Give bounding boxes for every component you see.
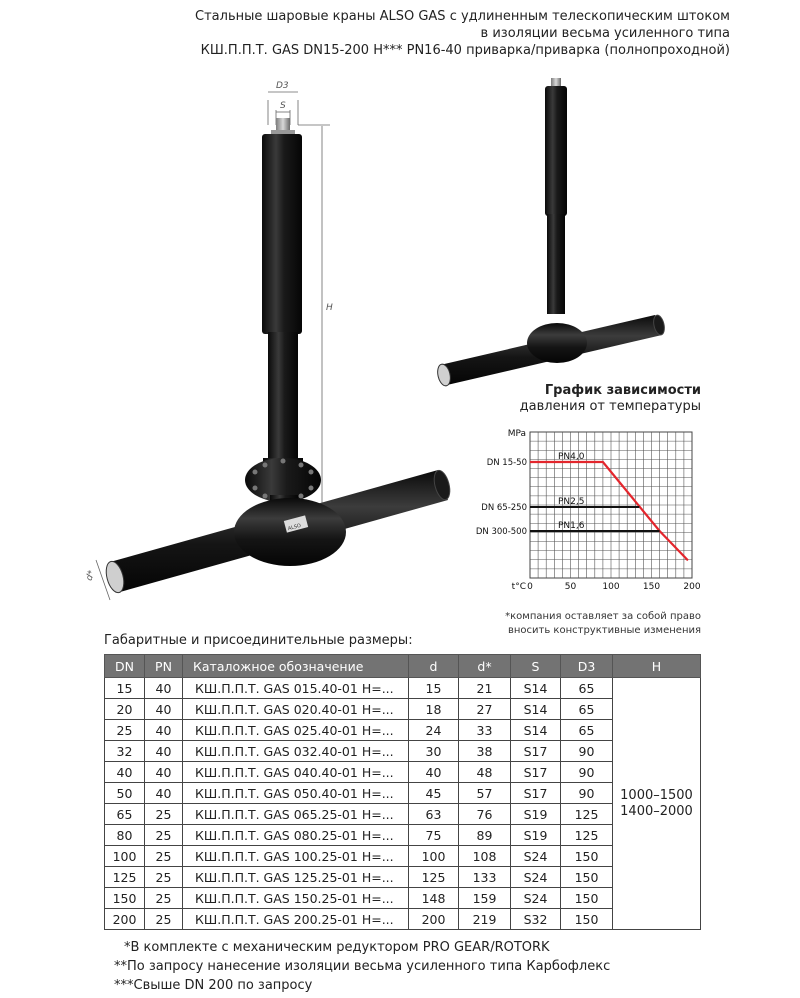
table-cell: 40 <box>145 678 183 699</box>
footnote-3: ***Свыше DN 200 по запросу <box>114 978 313 993</box>
table-cell: 15 <box>409 678 459 699</box>
x-tick-label: 0 <box>527 582 533 592</box>
stem-tip <box>276 118 290 132</box>
table-cell: КШ.П.П.Т. GAS 025.40-01 H=... <box>183 720 409 741</box>
table-row <box>105 783 701 804</box>
table-row <box>105 846 701 867</box>
table-cell: 33 <box>459 720 511 741</box>
series-line <box>530 462 688 560</box>
table-header-row <box>105 655 701 678</box>
table-header-cell: DN <box>105 655 145 678</box>
table-cell: 76 <box>459 804 511 825</box>
table-cell: 25 <box>145 804 183 825</box>
table-cell: 63 <box>409 804 459 825</box>
series-label: PN4,0 <box>558 452 585 462</box>
y-level-label: DN 65-250 <box>481 503 527 513</box>
chart-note-line-2: вносить конструктивные изменения <box>507 625 701 636</box>
header-line-3: КШ.П.П.Т. GAS DN15-200 H*** PN16-40 приварка/приварка (полнопроходной) <box>200 43 730 58</box>
series-label: PN1,6 <box>558 521 585 531</box>
x-unit-label: t°C <box>511 582 526 592</box>
y-level-label: DN 300-500 <box>475 527 527 537</box>
table-cell: 65 <box>561 678 613 699</box>
table-cell: КШ.П.П.Т. GAS 100.25-01 H=... <box>183 846 409 867</box>
table-header-cell: PN <box>145 655 183 678</box>
footnote-1: *В комплекте с механическим редуктором PRO GEAR/ROTORK <box>124 940 550 955</box>
table-header-cell: d* <box>459 655 511 678</box>
table-cell: S19 <box>511 825 561 846</box>
lower-stem <box>268 332 298 462</box>
dim-s-label: S <box>280 101 286 111</box>
table-row <box>105 678 701 699</box>
footnote-2: **По запросу нанесение изоляции весьма усиленного типа Карбофлекс <box>114 959 611 974</box>
x-tick-label: 200 <box>683 582 701 592</box>
table-cell: 25 <box>145 867 183 888</box>
chart-title-line-2: давления от температуры <box>519 399 701 414</box>
table-header-cell: H <box>613 655 701 678</box>
table-row <box>105 825 701 846</box>
table-cell: КШ.П.П.Т. GAS 125.25-01 H=... <box>183 867 409 888</box>
table-title: Габаритные и присоединительные размеры: <box>104 633 413 648</box>
table-cell: S17 <box>511 741 561 762</box>
table-cell: 125 <box>409 867 459 888</box>
table-cell: 25 <box>105 720 145 741</box>
table-cell: 24 <box>409 720 459 741</box>
table-cell: 80 <box>105 825 145 846</box>
table-cell: S24 <box>511 867 561 888</box>
h-range-value: 1400–2000 <box>620 803 693 819</box>
table-header-cell: Каталожное обозначение <box>183 655 409 678</box>
table-cell: 133 <box>459 867 511 888</box>
table-row <box>105 888 701 909</box>
valve-main-drawing <box>0 70 470 630</box>
table-cell: 219 <box>459 909 511 930</box>
valve-small-drawing <box>430 70 690 400</box>
y-level-label: DN 15-50 <box>486 458 527 468</box>
table-cell: 40 <box>145 762 183 783</box>
x-tick-label: 150 <box>642 582 661 592</box>
table-cell: 125 <box>105 867 145 888</box>
table-cell: S24 <box>511 846 561 867</box>
table-cell: S19 <box>511 804 561 825</box>
dimensions-table <box>104 654 701 930</box>
table-row <box>105 720 701 741</box>
x-tick-label: 50 <box>564 582 577 592</box>
table-row <box>105 909 701 930</box>
x-tick-label: 100 <box>602 582 620 592</box>
table-cell: 38 <box>459 741 511 762</box>
table-cell: 15 <box>105 678 145 699</box>
table-cell: КШ.П.П.Т. GAS 200.25-01 H=... <box>183 909 409 930</box>
pressure-temperature-chart <box>470 420 710 600</box>
h-range-value: 1000–1500 <box>620 787 693 803</box>
table-cell: S14 <box>511 699 561 720</box>
table-cell: 65 <box>105 804 145 825</box>
table-cell: 40 <box>145 783 183 804</box>
table-cell: 200 <box>105 909 145 930</box>
upper-casing <box>262 134 302 334</box>
table-cell: 27 <box>459 699 511 720</box>
table-cell: 90 <box>561 741 613 762</box>
table-cell: 125 <box>561 804 613 825</box>
table-row <box>105 804 701 825</box>
table-cell: S14 <box>511 720 561 741</box>
table-cell: 65 <box>561 720 613 741</box>
table-cell: S17 <box>511 783 561 804</box>
chart-grid <box>530 432 692 578</box>
table-cell: 40 <box>409 762 459 783</box>
table-header-cell: D3 <box>561 655 613 678</box>
table-cell: 125 <box>561 825 613 846</box>
table-cell: КШ.П.П.Т. GAS 015.40-01 H=... <box>183 678 409 699</box>
table-cell: 65 <box>561 699 613 720</box>
table-cell: КШ.П.П.Т. GAS 040.40-01 H=... <box>183 762 409 783</box>
y-unit-label: MPa <box>507 429 526 439</box>
table-cell: 108 <box>459 846 511 867</box>
chart-title <box>520 383 701 415</box>
table-cell: 150 <box>561 846 613 867</box>
table-cell: 48 <box>459 762 511 783</box>
document-header <box>195 8 730 59</box>
table-row <box>105 867 701 888</box>
table-cell: 150 <box>561 888 613 909</box>
table-cell: КШ.П.П.Т. GAS 020.40-01 H=... <box>183 699 409 720</box>
table-header-cell: S <box>511 655 561 678</box>
table-cell: 25 <box>145 888 183 909</box>
header-line-1: Стальные шаровые краны ALSO GAS с удлиненным телескопическим штоком <box>195 9 730 24</box>
table-cell: 25 <box>145 909 183 930</box>
dim-h-label: H <box>326 303 333 313</box>
table-cell: 89 <box>459 825 511 846</box>
table-cell: 21 <box>459 678 511 699</box>
table-cell: 57 <box>459 783 511 804</box>
table-cell: 25 <box>145 825 183 846</box>
table-cell: 148 <box>409 888 459 909</box>
table-cell: 100 <box>105 846 145 867</box>
table-cell: 18 <box>409 699 459 720</box>
table-cell: 30 <box>409 741 459 762</box>
table-cell: 40 <box>145 699 183 720</box>
table-cell: 32 <box>105 741 145 762</box>
small-ball-body <box>527 323 587 363</box>
table-cell: S32 <box>511 909 561 930</box>
nameplate-text: ALSO <box>287 522 302 533</box>
chart-labels <box>476 429 701 592</box>
table-cell: S17 <box>511 762 561 783</box>
table-cell: 90 <box>561 762 613 783</box>
table-cell: КШ.П.П.Т. GAS 080.25-01 H=... <box>183 825 409 846</box>
table-cell: 159 <box>459 888 511 909</box>
table-cell: КШ.П.П.Т. GAS 150.25-01 H=... <box>183 888 409 909</box>
table-cell: 50 <box>105 783 145 804</box>
chart-note-line-1: *компания оставляет за собой право <box>505 611 701 622</box>
chart-note <box>505 610 701 638</box>
ball-body <box>234 498 346 566</box>
table-cell: 75 <box>409 825 459 846</box>
dim-d3-label: D3 <box>276 81 289 91</box>
table-cell: S24 <box>511 888 561 909</box>
table-cell: 20 <box>105 699 145 720</box>
table-cell: 150 <box>105 888 145 909</box>
header-line-2: в изоляции весьма усиленного типа <box>480 26 730 41</box>
table-cell: КШ.П.П.Т. GAS 032.40-01 H=... <box>183 741 409 762</box>
table-cell: 40 <box>145 720 183 741</box>
table-cell: 25 <box>145 846 183 867</box>
table-cell: 150 <box>561 909 613 930</box>
table-row <box>105 741 701 762</box>
table-cell: S14 <box>511 678 561 699</box>
table-header-cell: d <box>409 655 459 678</box>
h-range-cell <box>613 678 701 930</box>
chart-title-line-1: График зависимости <box>544 383 701 398</box>
table-row <box>105 699 701 720</box>
table-cell: 45 <box>409 783 459 804</box>
table-cell: 150 <box>561 867 613 888</box>
table-cell: 200 <box>409 909 459 930</box>
series-label: PN2,5 <box>558 497 585 507</box>
table-row <box>105 762 701 783</box>
table-cell: 40 <box>105 762 145 783</box>
dim-d-label: d* <box>84 569 98 583</box>
table-cell: 90 <box>561 783 613 804</box>
table-cell: 40 <box>145 741 183 762</box>
table-cell: КШ.П.П.Т. GAS 050.40-01 H=... <box>183 783 409 804</box>
table-cell: КШ.П.П.Т. GAS 065.25-01 H=... <box>183 804 409 825</box>
table-cell: 100 <box>409 846 459 867</box>
footnotes <box>114 938 610 995</box>
